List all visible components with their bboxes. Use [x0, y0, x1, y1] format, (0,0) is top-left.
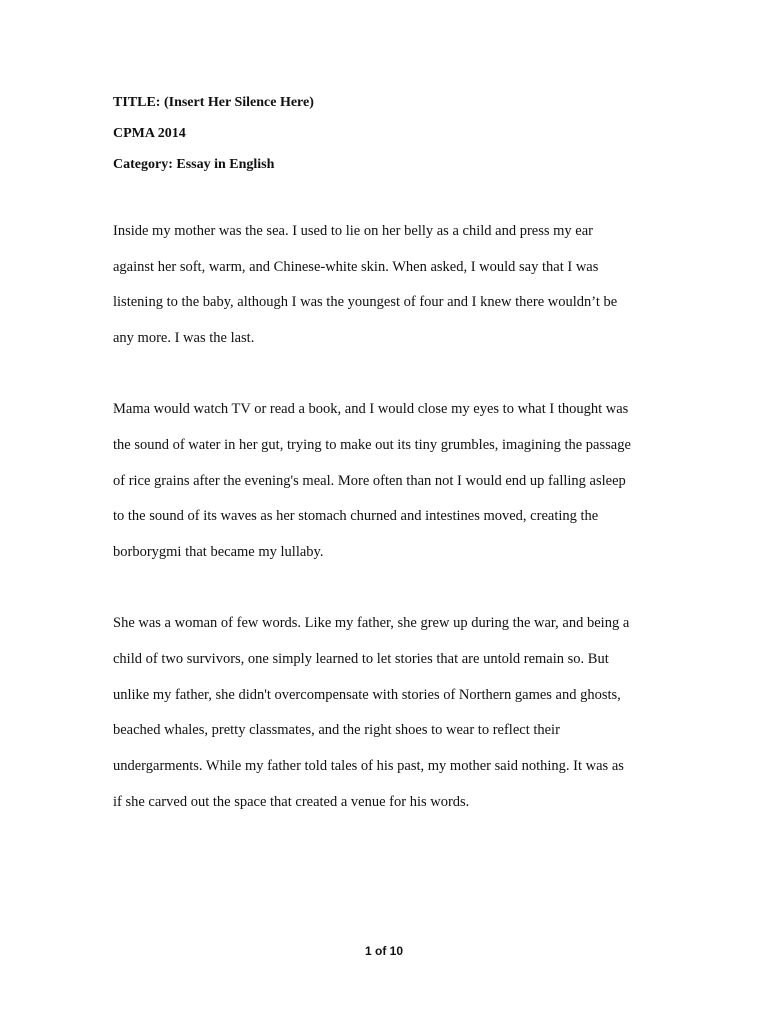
paragraph-3-line-4: beached whales, pretty classmates, and the right shoes to wear to reflect their — [113, 722, 560, 738]
paragraph-1-line-2: against her soft, warm, and Chinese-white skin. When asked, I would say that I was — [113, 259, 599, 275]
page-number: 1 of 10 — [364, 944, 403, 958]
paragraph-1-line-4: any more. I was the last. — [113, 330, 255, 346]
paragraph-3-line-5: undergarments. While my father told tales of his past, my mother said nothing. It was as — [113, 758, 624, 774]
paragraph-3-line-1: She was a woman of few words. Like my father, she grew up during the war, and being a — [113, 615, 630, 631]
paragraph-2-line-5: borborygmi that became my lullaby. — [113, 544, 324, 560]
paragraph-3-line-6: if she carved out the space that created a venue for his words. — [113, 794, 470, 810]
paragraph-2-line-3: of rice grains after the evening's meal. More often than not I would end up falling asleep — [113, 473, 626, 489]
essay-category: Category: Essay in English — [113, 157, 275, 172]
paragraph-1-line-3: listening to the baby, although I was the youngest of four and I knew there wouldn’t be — [113, 294, 618, 310]
paragraph-2-line-1: Mama would watch TV or read a book, and I would close my eyes to what I thought was — [113, 401, 629, 417]
paragraph-1-line-1: Inside my mother was the sea. I used to lie on her belly as a child and press my ear — [113, 223, 593, 239]
paragraph-2-line-2: the sound of water in her gut, trying to make out its tiny grumbles, imagining the passage — [113, 437, 631, 453]
paragraph-3-line-2: child of two survivors, one simply learned to let stories that are untold remain so. But — [113, 651, 609, 667]
paragraph-2-line-4: to the sound of its waves as her stomach churned and intestines moved, creating the — [113, 508, 599, 524]
essay-title: TITLE: (Insert Her Silence Here) — [113, 95, 314, 110]
paragraph-3-line-3: unlike my father, she didn't overcompensate with stories of Northern games and ghosts, — [113, 687, 621, 703]
event-name: CPMA 2014 — [113, 126, 186, 141]
